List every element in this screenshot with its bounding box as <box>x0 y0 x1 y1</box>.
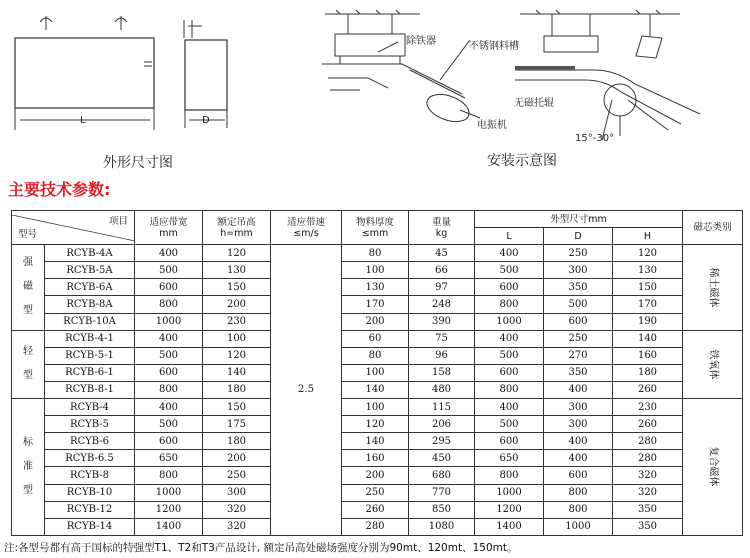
lift-height-cell: 140 <box>203 364 271 381</box>
model-cell: RCYB-6 <box>45 433 135 450</box>
dim-d-cell: 250 <box>544 245 613 262</box>
table-row <box>12 296 743 313</box>
thickness-cell: 100 <box>342 262 409 279</box>
group-label-char: 标 <box>23 436 33 448</box>
table-row <box>12 433 743 450</box>
thickness-cell: 280 <box>342 518 409 535</box>
weight-cell: 850 <box>409 501 475 518</box>
weight-cell: 115 <box>409 399 475 416</box>
band-width-cell: 500 <box>135 262 203 279</box>
dim-l-cell: 600 <box>475 279 544 296</box>
lifting-hook-right <box>115 16 127 30</box>
dim-d-cell: 300 <box>544 399 613 416</box>
dim-d-cell: 300 <box>544 416 613 433</box>
lift-height-cell: 100 <box>203 330 271 347</box>
dim-l-cell: 500 <box>475 416 544 433</box>
table-row <box>12 501 743 518</box>
header-model: 型号 <box>18 228 38 240</box>
band-width-cell: 600 <box>135 364 203 381</box>
dim-h-cell: 140 <box>613 330 683 347</box>
dim-h-cell: 260 <box>613 416 683 433</box>
dim-h-cell: 350 <box>613 518 683 535</box>
group-label <box>12 330 45 398</box>
model-cell: RCYB-4A <box>45 245 135 262</box>
model-cell: RCYB-12 <box>45 501 135 518</box>
dim-l-cell: 500 <box>475 262 544 279</box>
table-row <box>12 484 743 501</box>
dim-l-cell: 600 <box>475 433 544 450</box>
dim-h-cell: 180 <box>613 364 683 381</box>
lift-height-cell: 120 <box>203 347 271 364</box>
lift-height-cell: 200 <box>203 296 271 313</box>
weight-cell: 248 <box>409 296 475 313</box>
thickness-cell: 100 <box>342 364 409 381</box>
header-band-width: 适应带宽 mm <box>135 211 203 245</box>
model-cell: RCYB-5 <box>45 416 135 433</box>
header-dim-d: D <box>544 228 613 245</box>
header-dim-l: L <box>475 228 544 245</box>
thickness-cell: 120 <box>342 416 409 433</box>
thickness-cell: 160 <box>342 450 409 467</box>
dim-d-cell: 500 <box>544 296 613 313</box>
weight-cell: 390 <box>409 313 475 330</box>
dim-h-cell: 120 <box>613 245 683 262</box>
table-row <box>12 518 743 535</box>
group-label <box>12 399 45 536</box>
spec-table <box>11 210 743 536</box>
dim-l-cell: 800 <box>475 296 544 313</box>
dimension-label-d: D <box>202 115 210 126</box>
band-width-cell: 800 <box>135 467 203 484</box>
band-width-cell: 600 <box>135 433 203 450</box>
dim-h-cell: 260 <box>613 381 683 398</box>
side-view-body <box>185 40 227 110</box>
thickness-cell: 200 <box>342 467 409 484</box>
dim-l-cell: 1000 <box>475 484 544 501</box>
table-row <box>12 279 743 296</box>
model-cell: RCYB-8 <box>45 467 135 484</box>
thickness-cell: 100 <box>342 399 409 416</box>
band-width-cell: 1000 <box>135 484 203 501</box>
lift-height-cell: 300 <box>203 484 271 501</box>
dimension-and-installation-diagrams <box>0 0 750 175</box>
dim-h-cell: 350 <box>613 501 683 518</box>
caption-installation: 安装示意图 <box>487 153 557 169</box>
band-width-cell: 600 <box>135 279 203 296</box>
model-cell: RCYB-8-1 <box>45 381 135 398</box>
dim-h-cell: 150 <box>613 279 683 296</box>
model-cell: RCYB-4-1 <box>45 330 135 347</box>
model-cell: RCYB-8A <box>45 296 135 313</box>
core-type-cell <box>683 399 743 536</box>
lift-height-cell: 180 <box>203 381 271 398</box>
thickness-cell: 80 <box>342 245 409 262</box>
dim-d-cell: 600 <box>544 467 613 484</box>
dim-d-cell: 400 <box>544 450 613 467</box>
header-corner <box>12 211 135 245</box>
table-row <box>12 330 743 347</box>
core-type-cell <box>683 245 743 330</box>
dim-l-cell: 1400 <box>475 518 544 535</box>
lift-height-cell: 180 <box>203 433 271 450</box>
model-cell: RCYB-6-1 <box>45 364 135 381</box>
label-install-angle: 15°-30° <box>575 133 615 144</box>
dim-h-cell: 280 <box>613 433 683 450</box>
dim-l-cell: 800 <box>475 467 544 484</box>
weight-cell: 96 <box>409 347 475 364</box>
weight-cell: 206 <box>409 416 475 433</box>
lift-height-cell: 130 <box>203 262 271 279</box>
dim-h-cell: 280 <box>613 450 683 467</box>
dim-h-cell: 170 <box>613 296 683 313</box>
band-width-cell: 1000 <box>135 313 203 330</box>
band-width-cell: 400 <box>135 245 203 262</box>
dim-d-cell: 300 <box>544 262 613 279</box>
dim-d-cell: 800 <box>544 484 613 501</box>
weight-cell: 158 <box>409 364 475 381</box>
weight-cell: 1080 <box>409 518 475 535</box>
core-type-text: 铁氧体 <box>707 349 718 380</box>
dim-l-cell: 400 <box>475 399 544 416</box>
dim-d-cell: 600 <box>544 313 613 330</box>
model-cell: RCYB-10 <box>45 484 135 501</box>
weight-cell: 295 <box>409 433 475 450</box>
lift-height-cell: 230 <box>203 313 271 330</box>
front-view-body <box>15 38 154 108</box>
group-label-char: 轻 <box>23 346 33 358</box>
model-cell: RCYB-10A <box>45 313 135 330</box>
core-type-text: 复合磁体 <box>707 446 718 487</box>
thickness-cell: 80 <box>342 347 409 364</box>
group-label-char: 准 <box>23 460 33 472</box>
dim-h-cell: 230 <box>613 399 683 416</box>
thickness-cell: 140 <box>342 433 409 450</box>
header-dimensions: 外型尺寸mm <box>475 211 683 228</box>
header-material-thickness: 物料厚度 ≤mm <box>342 211 409 245</box>
model-cell: RCYB-4 <box>45 399 135 416</box>
core-type-cell <box>683 330 743 398</box>
model-cell: RCYB-5A <box>45 262 135 279</box>
table-row <box>12 399 743 416</box>
thickness-cell: 60 <box>342 330 409 347</box>
dim-d-cell: 400 <box>544 381 613 398</box>
weight-cell: 450 <box>409 450 475 467</box>
dim-l-cell: 650 <box>475 450 544 467</box>
dim-d-cell: 800 <box>544 501 613 518</box>
band-width-cell: 800 <box>135 381 203 398</box>
header-dim-h: H <box>613 228 683 245</box>
footnote: 注:各型号都有高于国标的特强型T1、T2和T3产品设计, 额定吊高处磁场强度分别为90mt、120mt、150mt。 <box>4 542 518 554</box>
lift-height-cell: 250 <box>203 467 271 484</box>
thickness-cell: 170 <box>342 296 409 313</box>
section-title: 主要技术参数: <box>8 180 111 199</box>
header-weight: 重量 kg <box>409 211 475 245</box>
label-steel-trough: 不锈钢料槽 <box>469 41 519 52</box>
thickness-cell: 260 <box>342 501 409 518</box>
band-width-cell: 500 <box>135 416 203 433</box>
weight-cell: 680 <box>409 467 475 484</box>
dim-l-cell: 800 <box>475 381 544 398</box>
dim-d-cell: 350 <box>544 364 613 381</box>
lift-height-cell: 320 <box>203 501 271 518</box>
group-label-char: 型 <box>23 370 33 382</box>
dim-d-cell: 270 <box>544 347 613 364</box>
header-lift-height: 额定吊高 h=mm <box>203 211 271 245</box>
thickness-cell: 140 <box>342 381 409 398</box>
thickness-cell: 130 <box>342 279 409 296</box>
header-item: 项目 <box>108 215 128 227</box>
table-row <box>12 381 743 398</box>
dim-h-cell: 320 <box>613 467 683 484</box>
group-label-char: 型 <box>23 305 33 317</box>
band-width-cell: 800 <box>135 296 203 313</box>
dim-l-cell: 600 <box>475 364 544 381</box>
lift-height-cell: 175 <box>203 416 271 433</box>
lifting-hook-left <box>40 16 52 30</box>
label-iron-separator: 除铁器 <box>406 36 436 47</box>
table-row <box>12 245 743 262</box>
band-width-cell: 400 <box>135 399 203 416</box>
weight-cell: 480 <box>409 381 475 398</box>
dim-d-cell: 350 <box>544 279 613 296</box>
header-core-type: 磁芯类别 <box>683 211 743 245</box>
table-row <box>12 364 743 381</box>
caption-outline-dimensions: 外形尺寸图 <box>103 155 173 171</box>
lift-height-cell: 320 <box>203 518 271 535</box>
band-speed-cell: 2.5 <box>271 245 342 536</box>
dim-h-cell: 190 <box>613 313 683 330</box>
thickness-cell: 200 <box>342 313 409 330</box>
model-cell: RCYB-14 <box>45 518 135 535</box>
lift-height-cell: 120 <box>203 245 271 262</box>
table-row <box>12 262 743 279</box>
model-cell: RCYB-6.5 <box>45 450 135 467</box>
dim-h-cell: 160 <box>613 347 683 364</box>
group-label <box>12 245 45 330</box>
table-row <box>12 416 743 433</box>
table-row <box>12 450 743 467</box>
weight-cell: 97 <box>409 279 475 296</box>
band-width-cell: 500 <box>135 347 203 364</box>
model-cell: RCYB-5-1 <box>45 347 135 364</box>
dim-l-cell: 400 <box>475 245 544 262</box>
dim-l-cell: 500 <box>475 347 544 364</box>
table-row <box>12 467 743 484</box>
label-nonmagnetic-roller: 无磁托辊 <box>514 98 554 109</box>
band-width-cell: 650 <box>135 450 203 467</box>
band-width-cell: 1200 <box>135 501 203 518</box>
dim-l-cell: 1200 <box>475 501 544 518</box>
model-cell: RCYB-6A <box>45 279 135 296</box>
dim-d-cell: 1000 <box>544 518 613 535</box>
lift-height-cell: 150 <box>203 399 271 416</box>
lift-height-cell: 150 <box>203 279 271 296</box>
lift-height-cell: 200 <box>203 450 271 467</box>
group-label-char: 型 <box>23 484 33 496</box>
weight-cell: 45 <box>409 245 475 262</box>
dimension-label-l: L <box>80 115 86 126</box>
dim-h-cell: 320 <box>613 484 683 501</box>
table-row <box>12 313 743 330</box>
dim-d-cell: 250 <box>544 330 613 347</box>
band-width-cell: 1400 <box>135 518 203 535</box>
dim-l-cell: 400 <box>475 330 544 347</box>
weight-cell: 75 <box>409 330 475 347</box>
core-type-text: 稀土磁体 <box>707 267 718 308</box>
thickness-cell: 250 <box>342 484 409 501</box>
dim-d-cell: 400 <box>544 433 613 450</box>
table-row <box>12 347 743 364</box>
dim-l-cell: 1000 <box>475 313 544 330</box>
dim-h-cell: 130 <box>613 262 683 279</box>
weight-cell: 66 <box>409 262 475 279</box>
group-label-char: 强 <box>23 257 33 269</box>
label-vibrating-motor: 电振机 <box>477 120 507 131</box>
weight-cell: 770 <box>409 484 475 501</box>
header-band-speed: 适应带速 ≤m/s <box>271 211 342 245</box>
band-width-cell: 400 <box>135 330 203 347</box>
group-label-char: 磁 <box>23 281 33 293</box>
